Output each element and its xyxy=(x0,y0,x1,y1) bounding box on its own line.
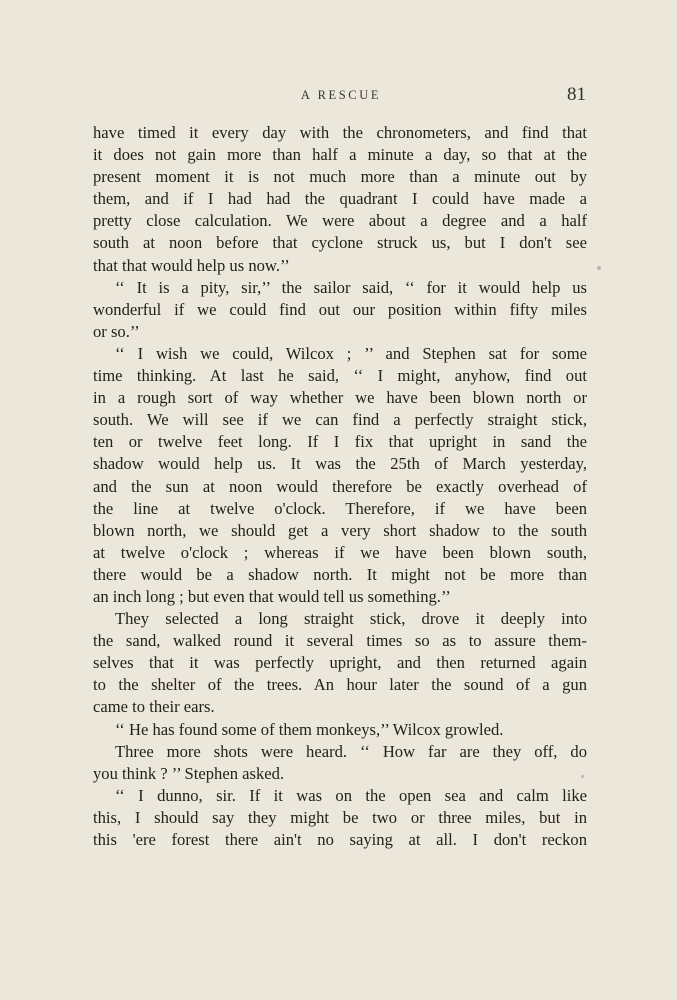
text-line: ‘‘ I wish we could, Wilcox ; ’’ and Stephen sat for some xyxy=(115,343,587,363)
text-line: have timed it every day with the chronometers, and find that xyxy=(93,123,587,142)
text-line: it does not gain more than half a minute a day, so that at the xyxy=(93,145,587,165)
paper-speck xyxy=(581,775,584,778)
text-line: or so.’’ xyxy=(93,321,140,341)
running-title: A RESCUE xyxy=(300,88,382,102)
text-line: present moment it is not much more than a minute out by xyxy=(93,167,587,187)
text-line-row xyxy=(93,741,587,763)
text-line-row xyxy=(93,719,587,741)
text-line-row xyxy=(93,763,587,785)
text-line: came to their ears. xyxy=(93,697,215,717)
text-line-row xyxy=(93,807,587,829)
text-line-row xyxy=(93,210,587,232)
text-line: shadow would help us. It was the 25th of March yesterday, xyxy=(93,454,587,474)
text-line: in a rough sort of way whether we have been blown north or xyxy=(93,388,587,408)
text-line-row xyxy=(93,387,587,409)
text-line: ‘‘ He has found some of them monkeys,’’ Wilcox growled. xyxy=(115,719,504,739)
text-line: and the sun at noon would therefore be exactly overhead of xyxy=(93,476,587,496)
text-line: ten or twelve feet long. If I fix that upright in sand the xyxy=(93,432,587,452)
text-line: wonderful if we could find out our position within fifty miles xyxy=(93,299,587,319)
text-line-row xyxy=(93,696,587,718)
text-line: this 'ere forest there ain't no saying at all. I don't reckon xyxy=(93,830,587,849)
text-line: blown north, we should get a very short shadow to the south xyxy=(93,520,587,540)
text-line: time thinking. At last he said, ‘‘ I might, anyhow, find out xyxy=(93,366,587,386)
text-line: south at noon before that cyclone struck us, but I don't see xyxy=(93,233,587,253)
text-line: that that would help us now.’’ xyxy=(93,255,290,275)
text-line-row xyxy=(93,277,587,299)
page-header xyxy=(94,86,588,112)
text-line: They selected a long straight stick, drove it deeply into xyxy=(115,609,587,629)
text-line-row xyxy=(93,564,587,586)
text-line: them, and if I had had the quadrant I could have made a xyxy=(93,189,587,209)
text-line: pretty close calculation. We were about a degree and a half xyxy=(93,211,587,231)
text-line: you think ? ’’ Stephen asked. xyxy=(93,763,285,783)
text-line: the sand, walked round it several times so as to assure them- xyxy=(93,631,587,651)
text-line: this, I should say they might be two or three miles, but in xyxy=(93,807,587,827)
text-line-row xyxy=(93,586,587,608)
text-line-row xyxy=(93,299,587,321)
text-line-row xyxy=(93,542,587,564)
text-line-row xyxy=(93,674,587,696)
text-line-row xyxy=(93,431,587,453)
text-line-row xyxy=(93,166,587,188)
text-line-row xyxy=(93,122,587,144)
text-line-row xyxy=(93,630,587,652)
text-line-row xyxy=(93,785,587,807)
text-line: ‘‘ I dunno, sir. If it was on the open sea and calm like xyxy=(115,785,587,805)
text-line-row xyxy=(93,255,587,277)
text-line-row xyxy=(93,498,587,520)
text-line: ‘‘ It is a pity, sir,’’ the sailor said, ‘‘ for it would help us xyxy=(115,277,587,297)
text-line-row xyxy=(93,321,587,343)
page-number: 81 xyxy=(567,84,586,105)
text-line-row xyxy=(93,343,587,365)
text-line-row xyxy=(93,453,587,475)
text-line: there would be a shadow north. It might not be more than xyxy=(93,564,587,584)
text-line-row xyxy=(93,144,587,166)
text-line-row xyxy=(93,652,587,674)
text-line: south. We will see if we can find a perfectly straight stick, xyxy=(93,410,587,430)
text-line-row xyxy=(93,365,587,387)
text-line-row xyxy=(93,829,587,851)
text-line-row xyxy=(93,409,587,431)
text-line: selves that it was perfectly upright, and then returned again xyxy=(93,653,587,673)
body-text xyxy=(93,122,587,851)
text-line-row xyxy=(93,608,587,630)
text-line: Three more shots were heard. ‘‘ How far are they off, do xyxy=(115,741,587,761)
text-line-row xyxy=(93,232,587,254)
text-line: the line at twelve o'clock. Therefore, if we have been xyxy=(93,498,587,518)
text-line: at twelve o'clock ; whereas if we have been blown south, xyxy=(93,542,587,562)
text-line-row xyxy=(93,476,587,498)
text-line-row xyxy=(93,188,587,210)
text-line-row xyxy=(93,520,587,542)
paper-speck xyxy=(597,266,601,270)
text-line: to the shelter of the trees. An hour later the sound of a gun xyxy=(93,675,587,695)
text-line: an inch long ; but even that would tell us something.’’ xyxy=(93,586,451,606)
